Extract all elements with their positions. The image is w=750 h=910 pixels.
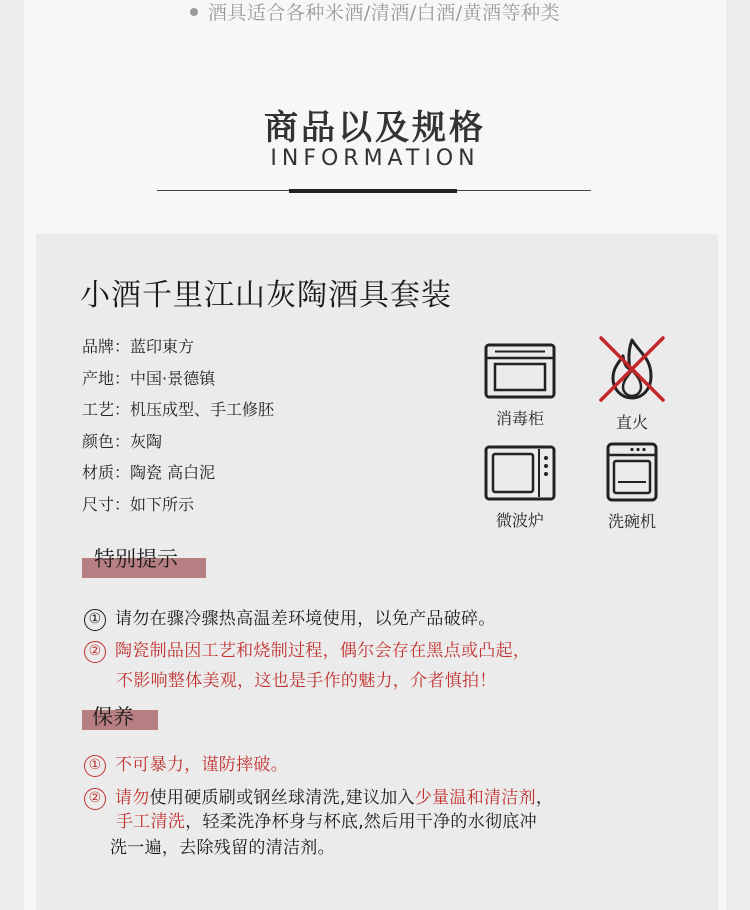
product-info-page [24, 0, 726, 910]
care-text-warning: 请勿 [115, 788, 150, 808]
spec-value: 灰陶 [130, 431, 163, 451]
spec-key: 材质 ： [82, 463, 130, 482]
care-number: ① [84, 755, 106, 777]
sterilizer-usage [475, 342, 565, 429]
spec-row-material [82, 460, 274, 492]
spec-key: 尺寸 ： [82, 495, 130, 514]
care-text-handwash: 手工清洗 [116, 812, 186, 832]
tip-item-2 [84, 636, 530, 664]
dishwasher-usage [587, 441, 677, 532]
dishwasher-icon [605, 441, 659, 503]
spec-key: 工艺 ： [82, 400, 130, 419]
spec-value: 陶瓷 高白泥 [130, 463, 216, 483]
spec-row-size [82, 492, 274, 524]
spec-key: 产地 ： [82, 369, 130, 388]
care-text: 使用硬质刷或钢丝球清洗,建议加入 [149, 788, 415, 808]
tip-text: 请勿在骤冷骤热高温差环境使用，以免产品破碎。 [115, 609, 496, 629]
tip-item-1 [84, 604, 496, 632]
spec-row-color [82, 429, 274, 461]
bullet-dot-icon [190, 8, 198, 16]
microwave-icon [483, 444, 557, 502]
dishwasher-label: 洗碗机 [607, 512, 656, 531]
spec-row-craft [82, 397, 274, 429]
title-divider-accent [289, 189, 457, 193]
tip-item-2-continued: 不影响整体美观，这也是手作的魅力，介者慎拍！ [116, 671, 497, 691]
microwave-label: 微波炉 [495, 511, 544, 530]
spec-row-brand [82, 334, 274, 366]
spec-value: 机压成型、手工修胚 [130, 400, 275, 420]
care-number: ② [84, 788, 106, 810]
product-name: 小酒千里江山灰陶酒具套装 [80, 278, 452, 313]
care-text: 不可暴力，谨防摔破。 [115, 755, 288, 775]
care-text: ，轻柔洗净杯身与杯底,然后用干净的水彻底冲 [185, 812, 537, 832]
microwave-usage [475, 444, 565, 531]
care-item-1 [84, 750, 288, 778]
open-flame-usage [587, 334, 677, 433]
tip-text: 陶瓷制品因工艺和烧制过程，偶尔会存在黑点或凸起， [115, 641, 531, 661]
tips-heading: 特别提示 [94, 547, 178, 571]
sterilizer-icon [483, 342, 557, 400]
spec-list [82, 334, 274, 524]
care-text-comma: ， [535, 788, 554, 808]
tip-number: ① [84, 609, 106, 631]
spec-value: 蓝印東方 [130, 337, 195, 356]
spec-row-origin [82, 366, 274, 398]
tip-number: ② [84, 641, 106, 663]
care-heading: 保养 [92, 705, 134, 729]
sterilizer-label: 消毒柜 [495, 409, 544, 428]
spec-value: 中国·景德镇 [130, 368, 216, 388]
wine-type-note [24, 0, 726, 25]
section-title: 商品以及规格 [264, 108, 486, 148]
wine-type-note-text: 酒具适合各种米酒/清酒/白酒/黄酒等种类 [207, 2, 561, 24]
spec-card [36, 234, 718, 910]
care-item-2-line-2 [116, 807, 537, 832]
care-text-detergent: 少量温和清洁剂 [414, 788, 536, 808]
open-flame-label: 直火 [615, 413, 648, 432]
spec-key: 品牌 ： [82, 337, 130, 356]
section-subtitle: INFORMATION [270, 146, 480, 171]
care-item-2-line-3: 洗一遍，去除残留的清洁剂。 [110, 838, 335, 858]
spec-value: 如下所示 [130, 494, 195, 514]
spec-key: 颜色 ： [82, 432, 130, 451]
open-flame-icon [595, 334, 669, 404]
